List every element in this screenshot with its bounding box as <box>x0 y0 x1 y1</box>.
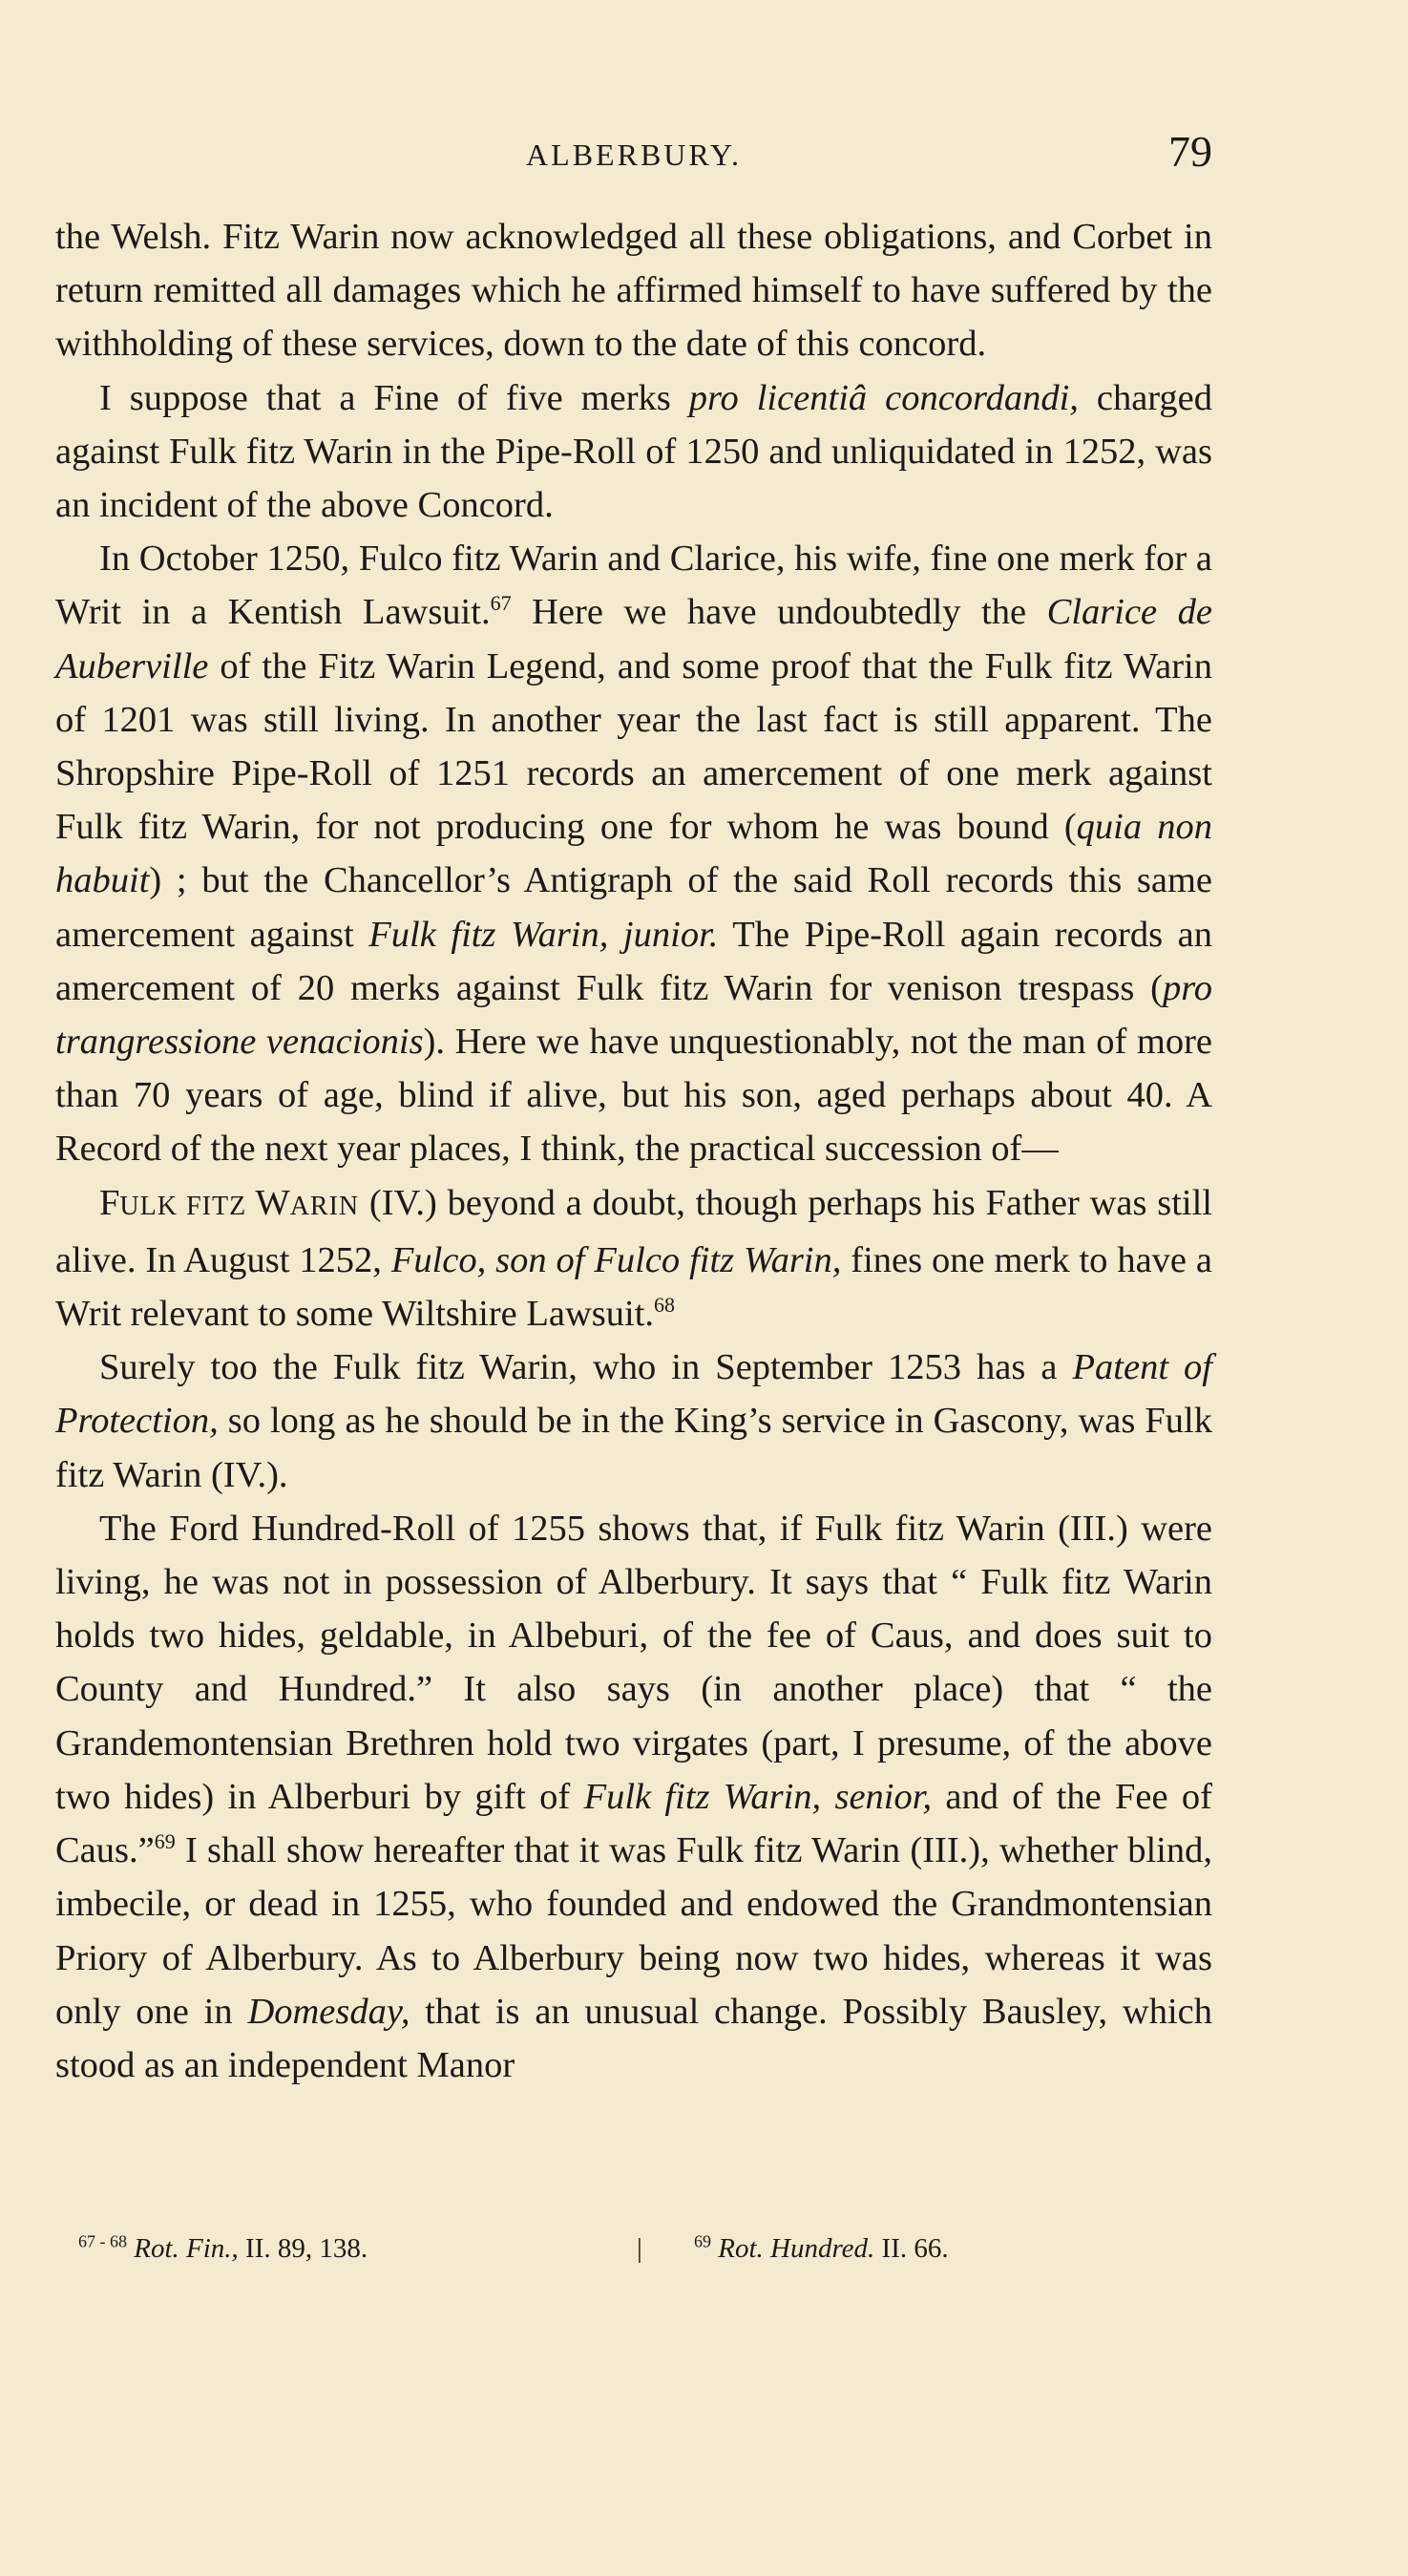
footnote-source-title: Rot. Hundred. <box>718 2233 875 2264</box>
italic-phrase: Fulk fitz Warin, senior, <box>583 1776 933 1817</box>
text-run: Here we have undoubtedly the <box>511 592 1047 633</box>
text-run: that is an unusual change. Possibly Bausley, which stood as an independent Manor <box>55 1991 1212 2085</box>
italic-phrase: Fulk fitz Warin, junior. <box>368 914 719 955</box>
paragraph-4 <box>55 1176 1212 1341</box>
italic-phrase: Patent of Protection, <box>55 1347 1213 1442</box>
paragraph-2 <box>55 371 1212 533</box>
paragraph-1 <box>55 210 1212 371</box>
paragraph-5 <box>55 1341 1212 1502</box>
body-text <box>55 210 1212 2092</box>
small-caps-initial: W <box>255 1182 290 1223</box>
running-title: ALBERBURY. <box>526 137 742 172</box>
text-run: The Pipe-Roll again records an amercement of 20 merks against Fulk fitz Warin for venison trespass ( <box>55 914 1212 1008</box>
small-caps-initial: F <box>99 1182 120 1223</box>
text-run: The Ford Hundred-Roll of 1255 shows that, if Fulk fitz Warin (III.) were living, he was not in possession of Alberbury. It says that “ Fulk fitz Warin holds two hides, geldable, in Albeburi, of the fee of Caus, and does suit to County and Hundred.” It also says (in another place) that “ the Grandemontensian Brethren hold two virgates (part, I presume, of the above two hides) in Alberburi by gift of <box>55 1508 1212 1817</box>
footnote-ref: 67 <box>490 591 512 616</box>
italic-phrase: quia non habuit <box>55 807 1212 901</box>
text-run: ) ; but the Chancellor’s Antigraph of the said Roll records this same amercement against <box>55 860 1212 955</box>
paragraph-6 <box>55 1502 1212 2092</box>
text-run: I shall show hereafter that it was Fulk fitz Warin (III.), whether blind, imbecile, or dead in 1255, who founded and endowed the Grandmontensian Priory of Alberbury. As to Alberbury being now two hides, whereas it was only one in <box>55 1830 1212 2032</box>
footnote-separator: | <box>637 2233 642 2264</box>
page-number: 79 <box>1168 127 1212 176</box>
footnote-mark: 69 <box>694 2231 711 2251</box>
italic-phrase: pro licentiâ concordandi, <box>688 377 1079 418</box>
italic-phrase: Clarice de Auberville <box>55 592 1212 686</box>
paragraph-3 <box>55 532 1212 1175</box>
text-run: of the Fitz Warin Legend, and some proof that the Fulk fitz Warin of 1201 was still living. In another year the last fact is still apparent. The Shropshire Pipe-Roll of 1251 records an amercement of one merk against Fulk fitz Warin, for not producing one for whom he was bound ( <box>55 645 1212 848</box>
footnote-reference: II. 66. <box>874 2233 949 2264</box>
footnote-67-68 <box>78 2229 368 2268</box>
text-run: charged against Fulk fitz Warin in the Pipe-Roll of 1250 and unliquidated in 1252, was an incident of the above Concord. <box>55 377 1213 526</box>
italic-phrase: pro trangressione venacionis <box>55 967 1212 1063</box>
small-caps-text: ULK FITZ <box>119 1191 256 1221</box>
text-run: Surely too the Fulk fitz Warin, who in September 1253 has a <box>99 1347 1073 1388</box>
text-run: so long as he should be in the King’s service in Gascony, was Fulk fitz Warin (IV.). <box>55 1401 1212 1495</box>
text-run: In October 1250, Fulco fitz Warin and Clarice, his wife, fine one merk for a Writ in a Kentish Lawsuit. <box>55 538 1212 633</box>
paragraph-1-text: the Welsh. Fitz Warin now acknowledged all these obligations, and Corbet in return remitted all damages which he affirmed himself to have suffered by the withholding of these services, down to the date of this concord. <box>55 217 1212 365</box>
footnote-ref: 69 <box>154 1829 176 1854</box>
footnote-source-title: Rot. Fin., <box>134 2233 239 2264</box>
text-run: fines one merk to have a Writ relevant to some Wiltshire Lawsuit. <box>55 1239 1212 1335</box>
italic-phrase: Fulco, son of Fulco fitz Warin, <box>390 1239 842 1280</box>
page-header <box>55 124 1212 181</box>
italic-phrase: Domesday, <box>247 1991 410 2032</box>
text-run: ). Here we have unquestionably, not the man of more than 70 years of age, blind if alive, but his son, aged perhaps about 40. A Record of the next year places, I think, the practical succession of— <box>55 1022 1212 1170</box>
footnote-69 <box>694 2229 949 2268</box>
text-run: and of the Fee of Caus.” <box>55 1776 1212 1871</box>
footnote-mark: 67 - 68 <box>78 2231 127 2251</box>
text-run: I suppose that a Fine of five merks <box>99 377 689 418</box>
footnote-reference: II. 89, 138. <box>238 2233 368 2264</box>
small-caps-text: ARIN <box>289 1191 360 1221</box>
footnote-ref: 68 <box>654 1293 676 1318</box>
text-run: (IV.) beyond a doubt, though perhaps his Father was still alive. In August 1252, <box>55 1182 1212 1280</box>
